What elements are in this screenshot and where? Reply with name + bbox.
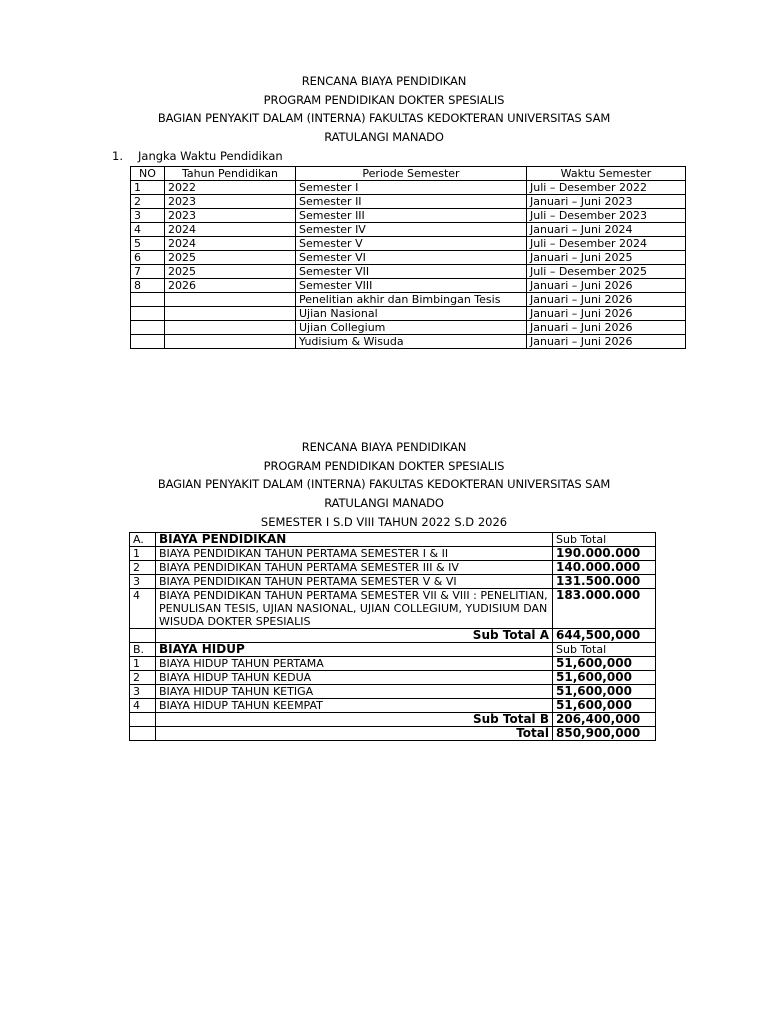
header-line-title: RENCANA BIAYA PENDIDIKAN [301,440,467,454]
table-row [130,575,656,589]
row-amount: 131.500.000 [553,575,656,589]
row-time: Januari – Juni 2025 [527,251,686,265]
row-year [165,321,296,335]
row-number: 2 [130,671,156,685]
header-block-2 [0,438,768,512]
column-header-time: Waktu Semester [527,167,686,181]
section-title: BIAYA PENDIDIKAN [156,533,553,547]
total-row [130,727,656,741]
table-row [131,335,686,349]
row-year: 2023 [165,209,296,223]
total-label: Total [156,727,553,741]
row-number: 5 [131,237,165,251]
header-block-1 [0,72,768,146]
section-1-heading [112,149,283,163]
row-number: 1 [130,547,156,561]
empty-cell [130,727,156,741]
header-line-department: BAGIAN PENYAKIT DALAM (INTERNA) FAKULTAS KEDOKTERAN UNIVERSITAS SAM [157,477,611,491]
row-time: Januari – Juni 2024 [527,223,686,237]
row-amount: 51,600,000 [553,685,656,699]
subtotal-b-row [130,713,656,727]
row-period: Yudisium & Wisuda [296,335,527,349]
table-row [131,307,686,321]
row-time: Januari – Juni 2026 [527,307,686,321]
section-b-header-row [130,643,656,657]
table-row [131,195,686,209]
subtotal-column-label: Sub Total [553,643,656,657]
row-number: 6 [131,251,165,265]
row-period: Ujian Collegium [296,321,527,335]
table-row [131,293,686,307]
header-line-city: RATULANGI MANADO [324,129,444,144]
table-row [130,547,656,561]
header-line-city: RATULANGI MANADO [324,495,444,510]
row-year [165,335,296,349]
table-row [131,209,686,223]
row-time: Januari – Juni 2023 [527,195,686,209]
empty-cell [130,629,156,643]
row-year: 2025 [165,265,296,279]
row-period: Semester V [296,237,527,251]
row-year: 2025 [165,251,296,265]
subtotal-column-label: Sub Total [553,533,656,547]
row-time: Januari – Juni 2026 [527,293,686,307]
column-header-year: Tahun Pendidikan [165,167,296,181]
row-description: BIAYA PENDIDIKAN TAHUN PERTAMA SEMESTER V & VI [156,575,553,589]
column-header-no: NO [131,167,165,181]
row-number: 1 [131,181,165,195]
section-number: 1. [112,149,123,163]
row-number: 3 [130,575,156,589]
row-description: BIAYA PENDIDIKAN TAHUN PERTAMA SEMESTER I & II [156,547,553,561]
row-year: 2024 [165,223,296,237]
row-description: BIAYA HIDUP TAHUN KEEMPAT [156,699,553,713]
row-description: BIAYA HIDUP TAHUN PERTAMA [156,657,553,671]
row-time: Januari – Juni 2026 [527,279,686,293]
row-number: 4 [130,699,156,713]
subtotal-label: Sub Total A [156,629,553,643]
table-row [130,561,656,575]
row-description: BIAYA PENDIDIKAN TAHUN PERTAMA SEMESTER III & IV [156,561,553,575]
section-title: Jangka Waktu Pendidikan [138,149,283,163]
row-year: 2024 [165,237,296,251]
row-number: 2 [131,195,165,209]
row-number: 8 [131,279,165,293]
header-line-title: RENCANA BIAYA PENDIDIKAN [301,74,467,88]
table-row [130,657,656,671]
row-description: BIAYA HIDUP TAHUN KEDUA [156,671,553,685]
row-amount: 51,600,000 [553,699,656,713]
row-number [131,321,165,335]
table-row [131,181,686,195]
row-period: Semester VII [296,265,527,279]
row-number: 1 [130,657,156,671]
row-period: Ujian Nasional [296,307,527,321]
row-amount: 190.000.000 [553,547,656,561]
subtotal-label: Sub Total B [156,713,553,727]
header-line-program: PROGRAM PENDIDIKAN DOKTER SPESIALIS [263,92,505,107]
row-time: Januari – Juni 2026 [527,335,686,349]
total-value: 850,900,000 [553,727,656,741]
row-period: Penelitian akhir dan Bimbingan Tesis [296,293,527,307]
subtotal-value: 206,400,000 [553,713,656,727]
row-number: 2 [130,561,156,575]
row-number: 4 [130,589,156,629]
row-period: Semester IV [296,223,527,237]
row-number [131,293,165,307]
row-description: BIAYA PENDIDIKAN TAHUN PERTAMA SEMESTER VII & VIII : PENELITIAN, PENULISAN TESIS, UJIAN NASIONAL, UJIAN COLLEGIUM, YUDISIUM DAN WISUDA DOKTER SPESIALIS [156,589,553,629]
row-amount: 51,600,000 [553,671,656,685]
row-period: Semester III [296,209,527,223]
row-number [131,335,165,349]
row-period: Semester VI [296,251,527,265]
header-line-program: PROGRAM PENDIDIKAN DOKTER SPESIALIS [263,458,505,473]
section-title: BIAYA HIDUP [156,643,553,657]
section-code: B. [130,643,156,657]
row-year [165,307,296,321]
row-amount: 140.000.000 [553,561,656,575]
row-year [165,293,296,307]
header-line-department: BAGIAN PENYAKIT DALAM (INTERNA) FAKULTAS KEDOKTERAN UNIVERSITAS SAM [157,111,611,125]
table-row [131,321,686,335]
row-year: 2022 [165,181,296,195]
row-period: Semester VIII [296,279,527,293]
row-period: Semester I [296,181,527,195]
table-row [131,265,686,279]
costs-table [129,532,656,741]
row-number: 4 [131,223,165,237]
row-number: 3 [130,685,156,699]
empty-cell [130,713,156,727]
row-time: Juli – Desember 2023 [527,209,686,223]
schedule-table [130,166,686,349]
row-time: Juli – Desember 2025 [527,265,686,279]
row-number: 3 [131,209,165,223]
row-year: 2023 [165,195,296,209]
subtotal-a-row [130,629,656,643]
row-number [131,307,165,321]
row-year: 2026 [165,279,296,293]
row-period: Semester II [296,195,527,209]
table-row [130,699,656,713]
row-time: Januari – Juni 2026 [527,321,686,335]
section-a-header-row [130,533,656,547]
table-row [131,279,686,293]
row-description: BIAYA HIDUP TAHUN KETIGA [156,685,553,699]
row-amount: 51,600,000 [553,657,656,671]
table-row [130,671,656,685]
row-time: Juli – Desember 2022 [527,181,686,195]
row-number: 7 [131,265,165,279]
costs-subtitle: SEMESTER I S.D VIII TAHUN 2022 S.D 2026 [260,515,508,529]
table-row [130,685,656,699]
table-row [131,223,686,237]
column-header-period: Periode Semester [296,167,527,181]
section-code: A. [130,533,156,547]
subtotal-value: 644,500,000 [553,629,656,643]
row-amount: 183.000.000 [553,589,656,629]
table-row [131,237,686,251]
row-time: Juli – Desember 2024 [527,237,686,251]
schedule-header-row [131,167,686,181]
table-row [131,251,686,265]
table-row [130,589,656,629]
